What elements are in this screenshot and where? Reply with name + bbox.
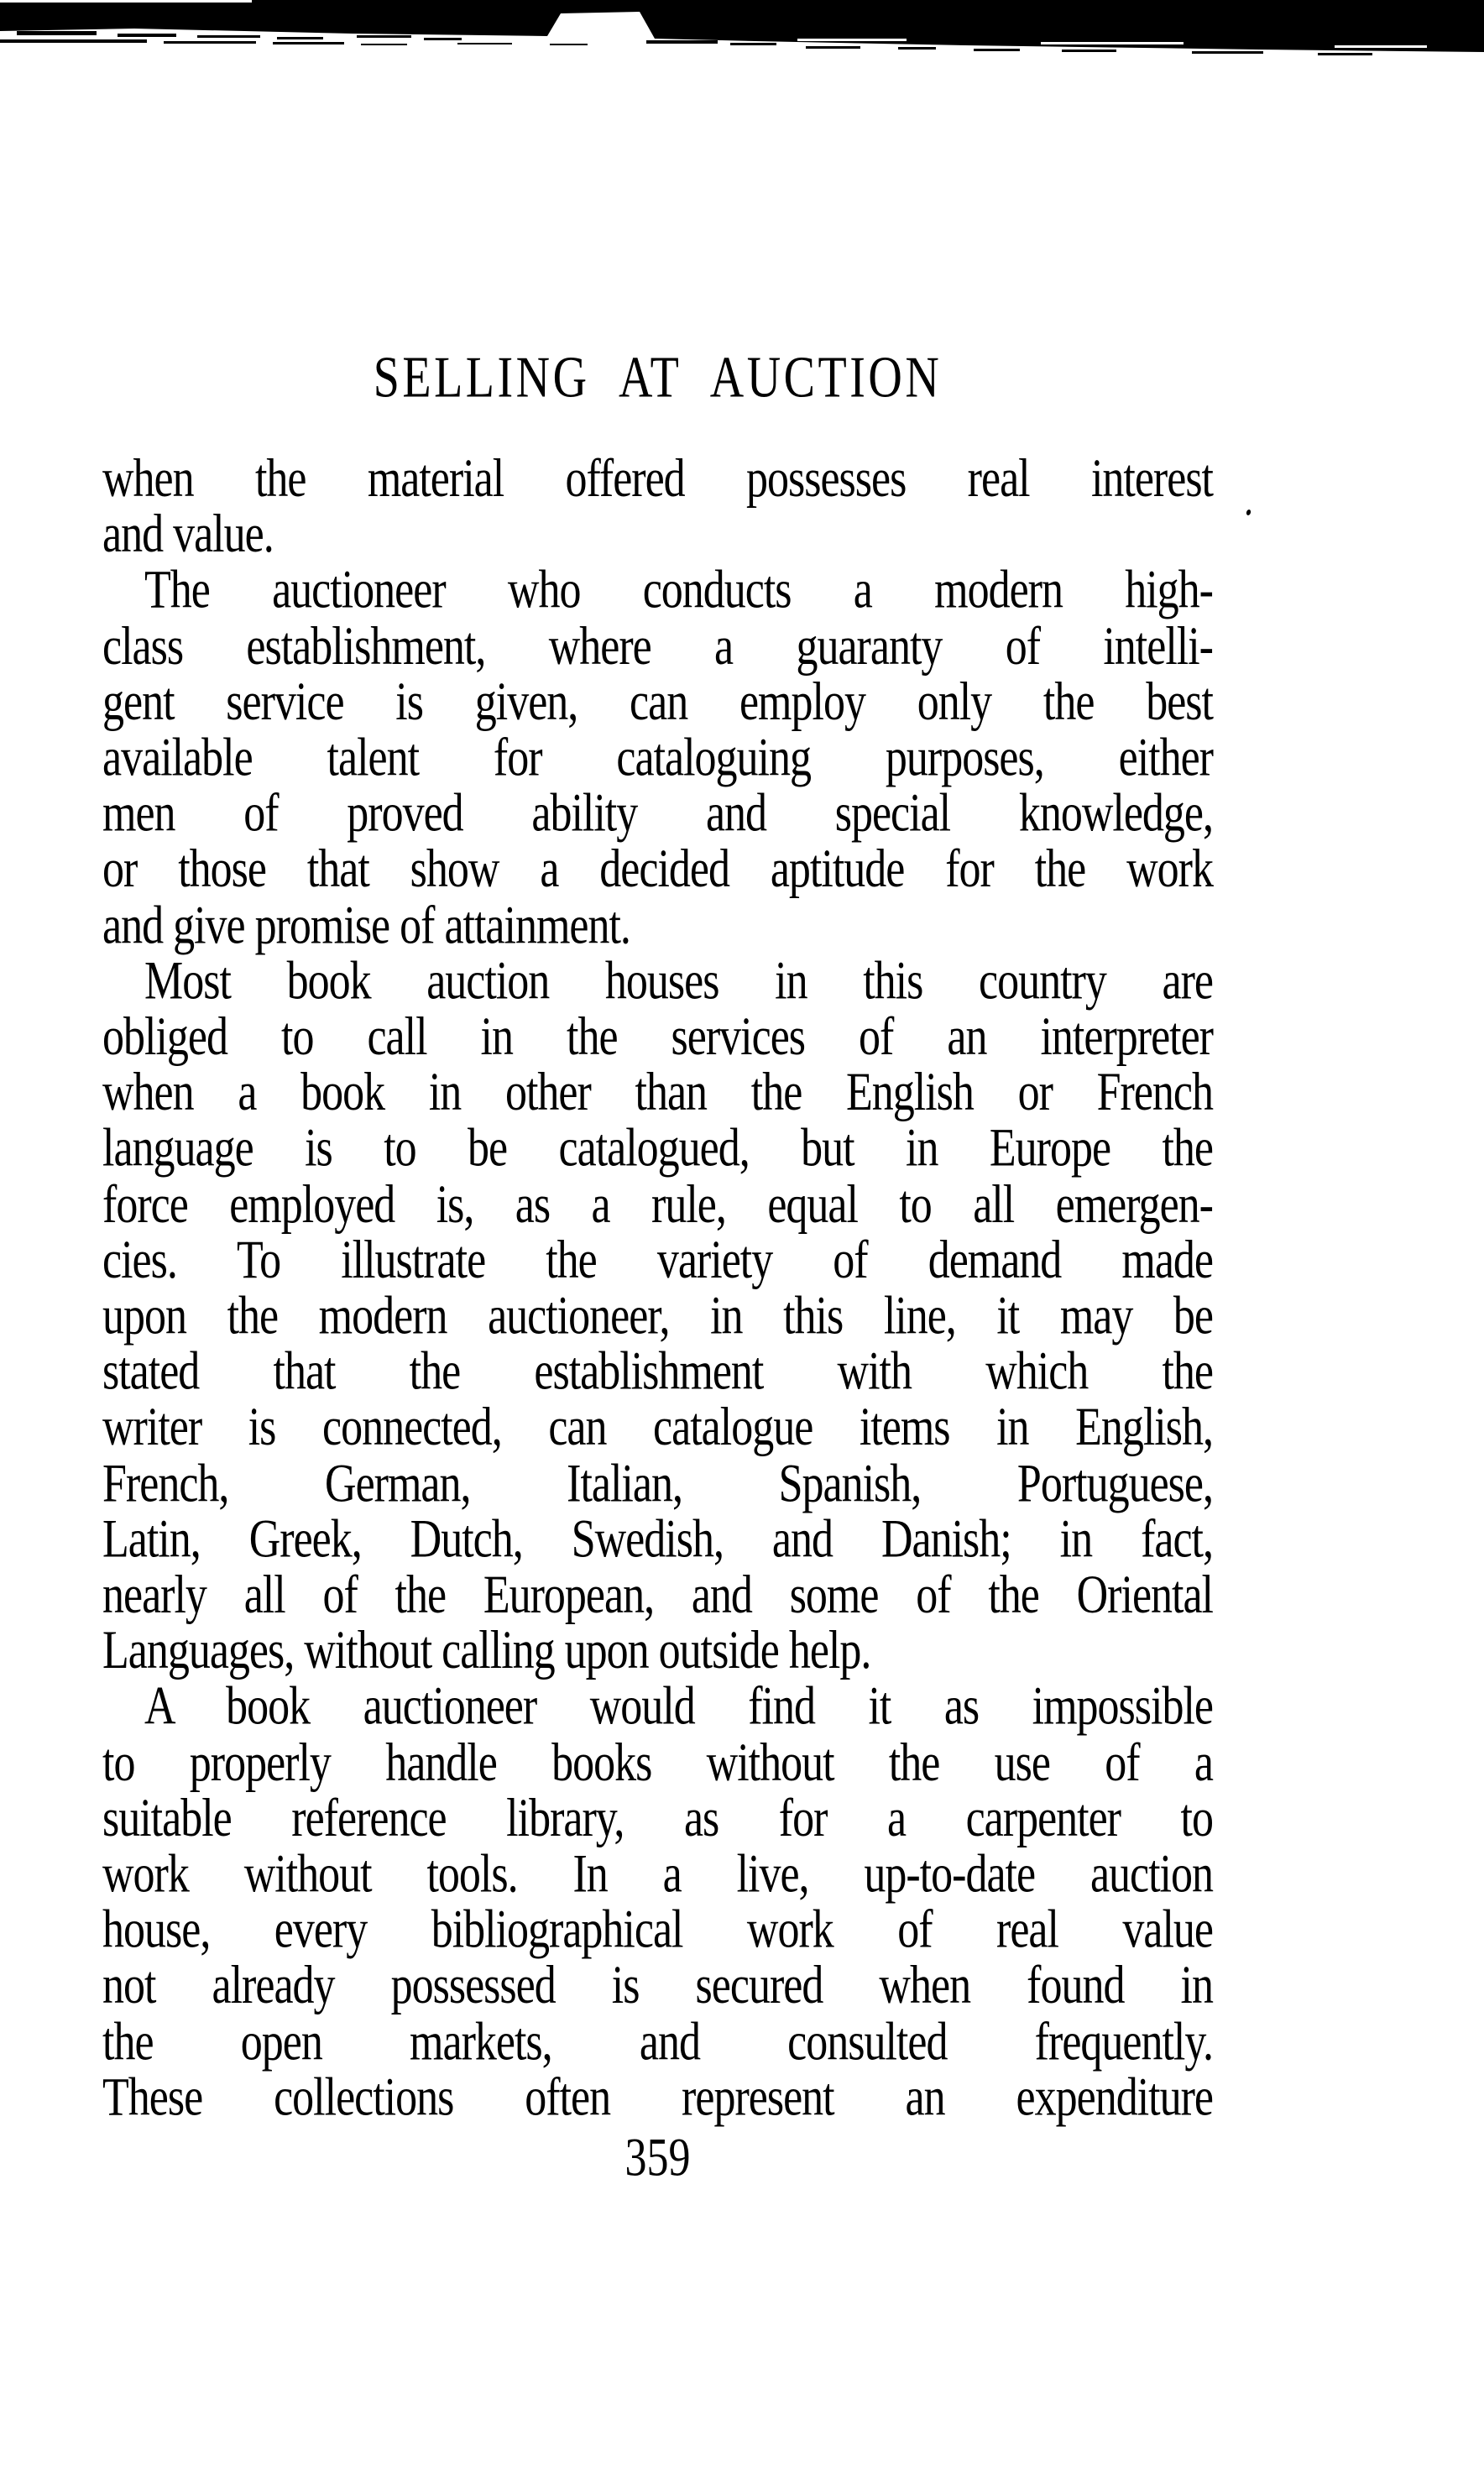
page-body-text xyxy=(102,448,1213,2128)
page-header-title: SELLING AT AUCTION xyxy=(373,345,943,410)
scan-artifact-speck xyxy=(898,47,936,50)
text-line: nearly all of the European, and some of the Oriental xyxy=(102,1565,1213,1625)
page-number: 359 xyxy=(624,2128,691,2188)
scan-artifact-speck xyxy=(1062,50,1116,52)
scan-artifact-speck xyxy=(197,35,260,38)
scan-artifact-speck xyxy=(118,34,176,37)
text-line: Latin, Greek, Dutch, Swedish, and Danish; in fact, xyxy=(102,1509,1213,1570)
text-line: gent service is given, can employ only the best xyxy=(102,672,1213,732)
scan-artifact-speck xyxy=(457,43,512,44)
text-line: suitable reference library, as for a carpenter to xyxy=(102,1788,1213,1848)
scan-artifact-speck xyxy=(806,46,860,49)
scan-artifact-speck xyxy=(273,42,344,44)
text-line: to properly handle books without the use of a xyxy=(102,1732,1213,1793)
text-line: the open markets, and consulted frequently. xyxy=(102,2011,1213,2072)
scan-artifact-speck xyxy=(646,40,718,44)
scan-artifact-speck xyxy=(0,39,147,43)
ink-speck xyxy=(1246,509,1251,515)
text-line: work without tools. In a live, up-to-date auction xyxy=(102,1844,1213,1905)
scan-artifact-speck xyxy=(730,43,776,45)
text-line: Languages, without calling upon outside help. xyxy=(102,1621,871,1681)
text-line: and give promise of attainment. xyxy=(102,895,630,955)
text-line: cies. To illustrate the variety of demand made xyxy=(102,1230,1213,1290)
text-line: or those that show a decided aptitude for the work xyxy=(102,839,1213,900)
text-line: class establishment, where a guaranty of intelli- xyxy=(102,616,1213,677)
text-line: upon the modern auctioneer, in this line, it may be xyxy=(102,1286,1213,1346)
scan-artifact-speck xyxy=(1318,53,1372,55)
text-line: when the material offered possesses real interest xyxy=(102,448,1213,509)
text-line: writer is connected, can catalogue items in English, xyxy=(102,1398,1213,1458)
text-line: and value. xyxy=(102,504,274,565)
scan-artifact-speck xyxy=(361,44,407,45)
text-line: These collections often represent an expenditure xyxy=(102,2067,1213,2128)
scan-artifact-speck xyxy=(164,41,256,44)
scan-artifact-speck xyxy=(357,35,411,38)
text-line: not already possessed is secured when found in xyxy=(102,1956,1213,2016)
text-line: house, every bibliographical work of real value xyxy=(102,1900,1213,1960)
text-line: when a book in other than the English or French xyxy=(102,1063,1213,1123)
text-line: language is to be catalogued, but in Europe the xyxy=(102,1118,1213,1178)
scan-artifact-speck xyxy=(277,37,323,39)
text-line: force employed is, as a rule, equal to all emergen- xyxy=(102,1174,1213,1235)
text-line: stated that the establishment with which the xyxy=(102,1341,1213,1402)
scan-artifact-speck xyxy=(424,38,462,40)
text-line: obliged to call in the services of an interpreter xyxy=(102,1006,1213,1067)
scan-artifact-speck xyxy=(974,49,1020,51)
text-line: French, German, Italian, Spanish, Portuguese, xyxy=(102,1453,1213,1513)
text-line: The auctioneer who conducts a modern high- xyxy=(144,560,1213,620)
scan-artifact-top-bar xyxy=(0,0,1484,59)
scan-artifact-speck xyxy=(550,44,588,45)
text-line: A book auctioneer would find it as impossible xyxy=(144,1676,1213,1737)
text-line: men of proved ability and special knowledge, xyxy=(102,783,1213,844)
scan-artifact-speck xyxy=(1192,51,1263,54)
text-line: Most book auction houses in this country are xyxy=(144,951,1213,1011)
text-line: available talent for cataloguing purposes, either xyxy=(102,728,1213,788)
scan-artifact-speck xyxy=(17,31,97,35)
